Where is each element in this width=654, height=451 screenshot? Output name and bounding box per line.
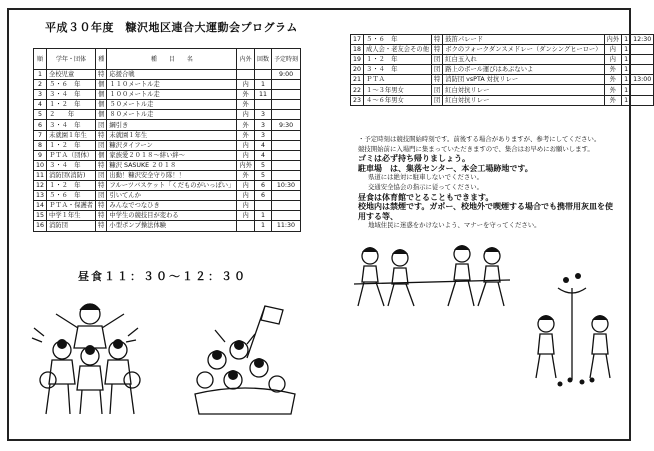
table-row: [34, 201, 301, 211]
table-cell: 個: [96, 90, 107, 100]
table-cell: 外: [237, 90, 255, 100]
cheer-pyramid-illustration: [30, 298, 140, 418]
table-cell: 17: [351, 35, 364, 45]
table-cell: 5: [254, 160, 271, 170]
table-cell: 13:00: [631, 75, 654, 85]
table-cell: 22: [351, 85, 364, 95]
table-cell: 内: [604, 45, 622, 55]
table-row: [34, 181, 301, 191]
table-cell: [272, 150, 301, 160]
table-cell: 4: [254, 150, 271, 160]
table-cell: 9:00: [272, 70, 301, 80]
table-cell: [631, 95, 654, 105]
table-cell: ２ 年: [47, 110, 96, 120]
table-row: [351, 65, 654, 75]
table-cell: 成人会・老友会その他: [364, 45, 432, 55]
note-no-parking: 県道には絶対に駐車しないでください。: [368, 173, 484, 182]
table-cell: ３・４ 年: [47, 90, 96, 100]
table-cell: 内: [237, 140, 255, 150]
table-cell: 1: [34, 70, 47, 80]
table-cell: 団: [431, 85, 442, 95]
table-cell: 4: [254, 140, 271, 150]
table-cell: 内外: [604, 35, 622, 45]
table-cell: 内: [604, 55, 622, 65]
table-row: [34, 170, 301, 180]
table-cell: １・２ 年: [47, 100, 96, 110]
table-cell: 糠沢タイフーン: [107, 140, 237, 150]
table-cell: 1: [622, 65, 631, 75]
table-cell: １～３年男女: [364, 85, 432, 95]
table-cell: [272, 100, 301, 110]
table-cell: 15: [34, 211, 47, 221]
table-row: [34, 80, 301, 90]
table-cell: ５・６ 年: [47, 80, 96, 90]
table-cell: 23: [351, 95, 364, 105]
table-cell: 紅白対抗リレー: [443, 85, 604, 95]
table-cell: 出動！糠沢安全守り隊！！: [107, 170, 237, 180]
table-cell: [272, 130, 301, 140]
table-cell: 糠沢 SASUKE ２０１８: [107, 160, 237, 170]
table-cell: 個: [96, 80, 107, 90]
table-cell: 1: [622, 85, 631, 95]
table-cell: 内: [237, 80, 255, 90]
table-cell: 10: [34, 160, 47, 170]
program-table-right: [350, 34, 654, 106]
table-row: [351, 85, 654, 95]
lunch-time: 昼食１１：３０～１２：３０: [78, 270, 247, 283]
table-cell: [272, 140, 301, 150]
table-cell: 特: [431, 35, 442, 45]
table-cell: 内: [237, 110, 255, 120]
table-cell: 小型ポンプ操法体験: [107, 221, 237, 231]
table-cell: [254, 70, 271, 80]
table-row: [34, 150, 301, 160]
flag-rush-illustration: [185, 298, 300, 418]
table-cell: 団: [96, 191, 107, 201]
table-cell: 10:30: [272, 181, 301, 191]
table-cell: 6: [34, 120, 47, 130]
note-gather: 競技開始前に入場門に集まっていただきますので、集合はお早めにお願いします。: [358, 144, 594, 153]
table-cell: フルーツバスケット「くだものがいっぱい」: [107, 181, 237, 191]
table-cell: 特: [96, 211, 107, 221]
table-cell: 13: [34, 191, 47, 201]
ball-toss-illustration: [530, 268, 620, 388]
header-time: 予定時刻: [272, 49, 301, 70]
note-smoking: 校地内は禁煙です。ガポー、校地外で喫煙する場合でも携帯用灰皿を使用する等、: [358, 202, 614, 221]
table-cell: 6: [254, 181, 271, 191]
table-cell: 2: [34, 80, 47, 90]
table-cell: 紅白玉入れ: [443, 55, 604, 65]
table-cell: 団: [96, 120, 107, 130]
note-traffic: 交通安全協会の指示に従ってください。: [368, 182, 484, 191]
table-cell: ４～６年男女: [364, 95, 432, 105]
table-cell: 鼓笛パレード: [443, 35, 604, 45]
table-row: [34, 140, 301, 150]
table-row: [34, 120, 301, 130]
table-cell: 外: [604, 75, 622, 85]
table-cell: 外: [604, 85, 622, 95]
table-cell: 5: [34, 110, 47, 120]
note-manners: 地域住民に迷惑をかけないよう、マナーを守ってください。: [368, 221, 541, 230]
table-cell: [254, 201, 271, 211]
table-cell: [631, 55, 654, 65]
table-cell: １００メートル走: [107, 90, 237, 100]
table-cell: 7: [34, 130, 47, 140]
table-cell: 外: [237, 100, 255, 110]
table-row: [34, 160, 301, 170]
table-cell: [631, 65, 654, 75]
table-cell: [254, 100, 271, 110]
table-cell: 外: [604, 95, 622, 105]
table-cell: 特: [96, 70, 107, 80]
table-cell: 12:30: [631, 35, 654, 45]
tug-of-war-illustration: [352, 240, 512, 312]
table-cell: ５・６ 年: [364, 35, 432, 45]
table-cell: ８０メートル走: [107, 110, 237, 120]
table-cell: [272, 110, 301, 120]
page-title: 平成３０年度 糠沢地区連合大運動会プログラム: [45, 21, 298, 34]
table-row: [351, 95, 654, 105]
table-cell: 14: [34, 201, 47, 211]
header-group: 学年・団体: [47, 49, 96, 70]
table-cell: 内外: [237, 160, 255, 170]
table-cell: [272, 201, 301, 211]
table-cell: 引いてんか: [107, 191, 237, 201]
table-cell: １・２ 年: [47, 181, 96, 191]
table-cell: 1: [622, 45, 631, 55]
table-row: [351, 45, 654, 55]
table-cell: [272, 80, 301, 90]
table-cell: 団: [96, 170, 107, 180]
table-header-row: [34, 49, 301, 70]
table-row: [351, 55, 654, 65]
table-cell: ボクのフォークダンスメドレー（ダンシングヒーロー）: [443, 45, 604, 55]
table-row: [34, 130, 301, 140]
header-inout: 内外: [237, 49, 255, 70]
table-cell: 路上のボール運びはあぶないよ: [443, 65, 604, 75]
table-cell: 個: [96, 150, 107, 160]
table-row: [34, 211, 301, 221]
table-cell: ＰＴＡ（団体）: [47, 150, 96, 160]
table-cell: 1: [622, 35, 631, 45]
table-cell: 団: [431, 55, 442, 65]
table-cell: ＰＴＡ・保護者: [47, 201, 96, 211]
table-row: [351, 75, 654, 85]
table-cell: １・２ 年: [364, 55, 432, 65]
table-cell: 20: [351, 65, 364, 75]
table-cell: ３・４ 年: [47, 120, 96, 130]
table-row: [34, 110, 301, 120]
table-cell: 家族愛２０１８～絆い絆～: [107, 150, 237, 160]
table-row: [34, 100, 301, 110]
table-cell: 1: [254, 211, 271, 221]
table-cell: 団: [431, 65, 442, 75]
table-cell: 9:30: [272, 120, 301, 130]
header-event: 種 目 名: [107, 49, 237, 70]
table-cell: 未就園１年生: [47, 130, 96, 140]
table-cell: 未就園１年生: [107, 130, 237, 140]
table-cell: [631, 45, 654, 55]
table-cell: 4: [34, 100, 47, 110]
table-cell: 消防団(消防): [47, 170, 96, 180]
table-cell: [272, 160, 301, 170]
table-cell: 内: [237, 211, 255, 221]
table-cell: 11:30: [272, 221, 301, 231]
table-cell: 1: [254, 221, 271, 231]
table-cell: 中学１年生: [47, 211, 96, 221]
table-cell: 特: [431, 45, 442, 55]
table-cell: ３・４ 年: [47, 160, 96, 170]
table-cell: 個: [96, 110, 107, 120]
table-cell: 1: [254, 80, 271, 90]
header-count: 回数: [254, 49, 271, 70]
table-cell: 特: [96, 181, 107, 191]
table-cell: 6: [254, 191, 271, 201]
table-cell: 内: [237, 191, 255, 201]
table-cell: 紅白対抗リレー: [443, 95, 604, 105]
table-row: [351, 35, 654, 45]
header-no: 順: [34, 49, 47, 70]
table-cell: 個: [96, 100, 107, 110]
table-cell: 1: [622, 55, 631, 65]
table-cell: 全校児童: [47, 70, 96, 80]
table-cell: 19: [351, 55, 364, 65]
table-cell: ５・６ 年: [47, 191, 96, 201]
table-cell: 3: [254, 130, 271, 140]
table-cell: 特: [96, 201, 107, 211]
note-parking: 駐車場 は、集落センター、本会工場跡地です。: [358, 163, 533, 173]
note-garbage: ゴミは必ず持ち帰りましょう。: [358, 154, 470, 164]
table-cell: 特: [431, 75, 442, 85]
table-cell: 外: [237, 120, 255, 130]
table-cell: 11: [254, 90, 271, 100]
table-cell: 消防団 vsPTA 対抗リレー: [443, 75, 604, 85]
table-cell: 内: [237, 201, 255, 211]
table-row: [34, 90, 301, 100]
table-cell: 内: [237, 181, 255, 191]
table-cell: [237, 221, 255, 231]
table-cell: 3: [254, 110, 271, 120]
table-cell: 特: [96, 130, 107, 140]
table-cell: 応援合戦: [107, 70, 237, 80]
notes-section: [358, 135, 620, 231]
table-cell: １・２ 年: [47, 140, 96, 150]
note-schedule: ・予定時刻は競技開始時刻です。前後する場合がありますが、参考にしてください。: [358, 135, 601, 143]
table-cell: 3: [254, 120, 271, 130]
table-cell: みんなでつなひき: [107, 201, 237, 211]
table-cell: [272, 191, 301, 201]
table-cell: ＰＴＡ: [364, 75, 432, 85]
table-cell: 外: [237, 130, 255, 140]
table-cell: [272, 211, 301, 221]
table-cell: １１０メートル走: [107, 80, 237, 90]
table-cell: 12: [34, 181, 47, 191]
table-cell: 綱引き: [107, 120, 237, 130]
table-cell: 18: [351, 45, 364, 55]
table-cell: 21: [351, 75, 364, 85]
table-cell: 団: [96, 140, 107, 150]
table-cell: 特: [96, 160, 107, 170]
header-type: 種: [96, 49, 107, 70]
table-cell: [272, 90, 301, 100]
table-cell: 特: [96, 221, 107, 231]
table-row: [34, 70, 301, 80]
table-cell: ５０メートル走: [107, 100, 237, 110]
table-row: [34, 221, 301, 231]
table-cell: 外: [604, 65, 622, 75]
table-cell: 外: [237, 170, 255, 180]
table-cell: 8: [34, 140, 47, 150]
table-cell: [237, 70, 255, 80]
table-cell: 9: [34, 150, 47, 160]
table-cell: 中学生の競技目が変わる: [107, 211, 237, 221]
table-cell: 3: [34, 90, 47, 100]
table-cell: 1: [622, 75, 631, 85]
table-cell: 内: [237, 150, 255, 160]
note-lunch: 昼食は体育館でとることもできます。: [358, 192, 494, 202]
table-cell: [272, 170, 301, 180]
program-table-left: [33, 48, 301, 232]
table-cell: 消防団: [47, 221, 96, 231]
table-cell: 11: [34, 170, 47, 180]
table-cell: 16: [34, 221, 47, 231]
table-cell: 団: [431, 95, 442, 105]
table-cell: ３・４ 年: [364, 65, 432, 75]
table-row: [34, 191, 301, 201]
table-cell: 5: [254, 170, 271, 180]
table-cell: [631, 85, 654, 95]
table-cell: 1: [622, 95, 631, 105]
